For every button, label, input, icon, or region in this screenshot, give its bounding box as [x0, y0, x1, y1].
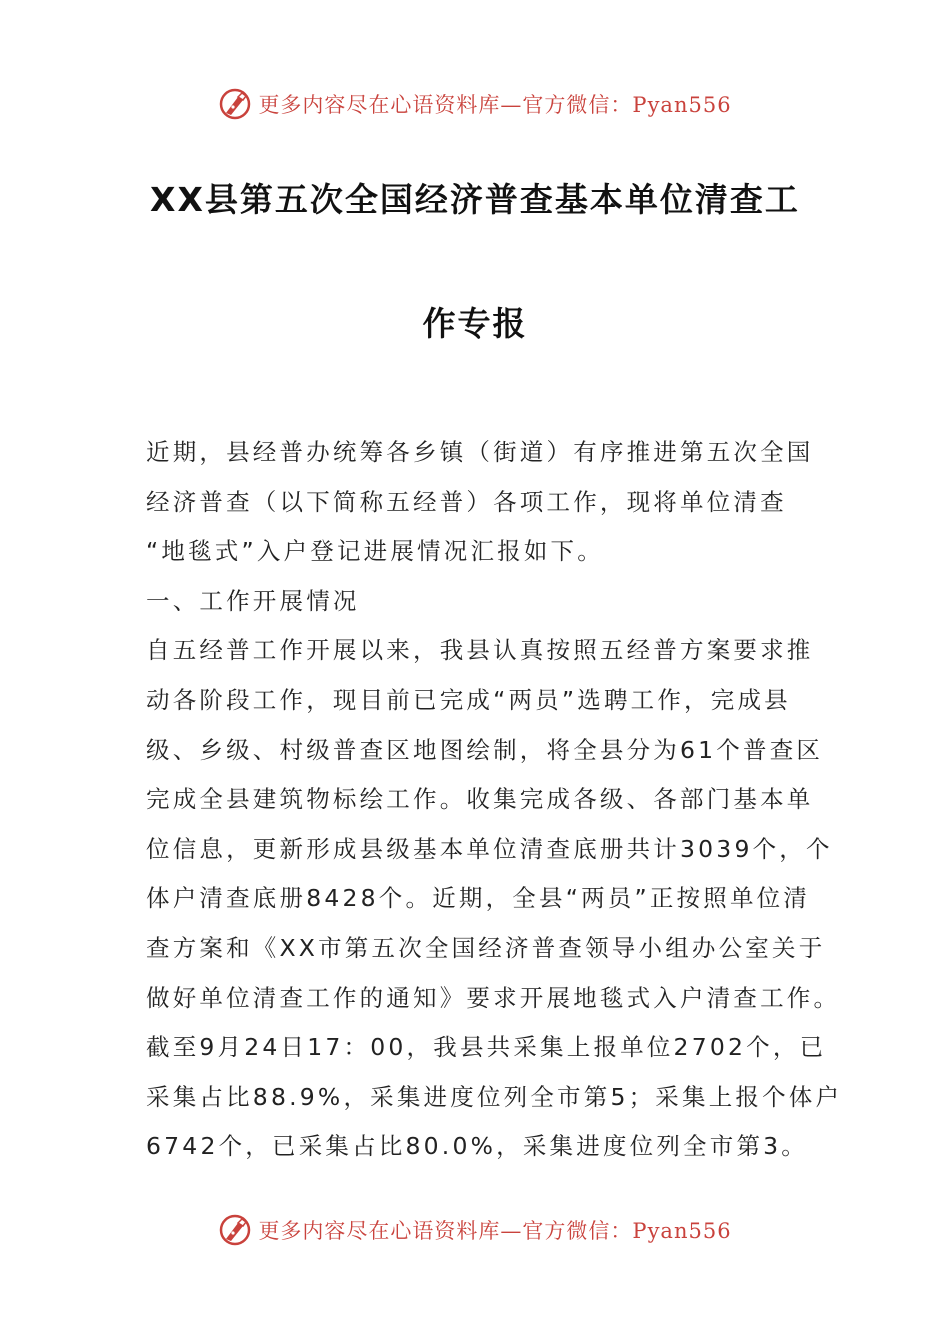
body-line: 做好单位清查工作的通知》要求开展地毯式入户清查工作。 — [146, 983, 841, 1012]
body-line: 体户清查底册8428个。近期，全县“两员”正按照单位清 — [146, 884, 811, 913]
body-line: 采集占比88.9%，采集进度位列全市第5；采集上报个体户 — [146, 1082, 843, 1111]
body-line: 6742个，已采集占比80.0%，采集进度位列全市第3。 — [146, 1132, 809, 1161]
body-line: 查方案和《XX市第五次全国经济普查领导小组办公室关于 — [146, 933, 826, 962]
body-line: 动各阶段工作，现目前已完成“两员”选聘工作，完成县 — [146, 685, 791, 714]
body-line: 完成全县建筑物标绘工作。收集完成各级、各部门基本单 — [146, 785, 814, 814]
body-line: 截至9月24日17：00，我县共采集上报单位2702个，已 — [146, 1033, 827, 1062]
watermark-footer — [0, 1210, 950, 1250]
document-title-line-2: 作专报 — [422, 304, 528, 343]
pen-nib-icon — [218, 87, 252, 121]
body-line: 自五经普工作开展以来，我县认真按照五经普方案要求推 — [146, 636, 814, 665]
watermark-text: 更多内容尽在心语资料库—官方微信：Pyan556 — [258, 93, 732, 117]
document-title-line-1: XX县第五次全国经济普查基本单位清查工 — [150, 180, 800, 219]
body-line: 经济普查（以下简称五经普）各项工作，现将单位清查 — [146, 487, 787, 516]
body-line: “地毯式”入户登记进展情况汇报如下。 — [146, 537, 604, 566]
watermark-text: 更多内容尽在心语资料库—官方微信：Pyan556 — [258, 1219, 732, 1243]
section-heading: 一、工作开展情况 — [146, 586, 360, 615]
pen-nib-icon — [218, 1213, 252, 1247]
body-line: 位信息，更新形成县级基本单位清查底册共计3039个，个 — [146, 834, 833, 863]
watermark-header — [0, 84, 950, 124]
body-line: 级、乡级、村级普查区地图绘制，将全县分为61个普查区 — [146, 735, 824, 764]
body-line: 近期，县经普办统筹各乡镇（街道）有序推进第五次全国 — [146, 438, 814, 466]
report-body — [146, 428, 843, 1172]
